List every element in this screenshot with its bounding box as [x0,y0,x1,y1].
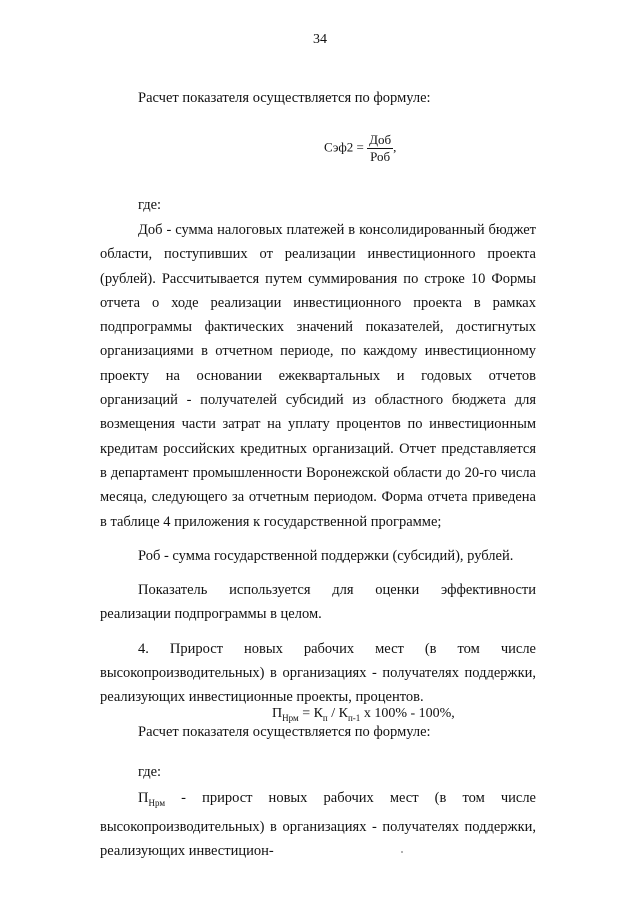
formula-intro-1: Расчет показателя осуществляется по формуле: [138,90,431,106]
formula-1-fraction [367,132,393,165]
formula-1-numerator: Доб [369,132,392,147]
formula-2-k2-sub: п-1 [347,712,361,723]
pnrm-symbol: П [138,790,149,806]
formula-1 [324,132,396,165]
paragraph-dob-definition: Доб - сумма налоговых платежей в консолидированный бюджет области, поступивших от реализации инвестиционного проекта (рублей). Рассчитывается путем суммирования по строке 10 Формы отчета о ходе реализации инвестиционного проекта в рамках подпрограммы фактических значений показателей, достигнутых организациями в отчетном периоде, по каждому инвестиционному проекту на основании ежеквартальных и годовых отчетов организаций - получателей субсидий из областного бюджета для возмещения части затрат на уплату процентов по инвестиционным кредитам российских кредитных организаций. Отчет представляется в департамент промышленности Воронежской области до 20-го числа месяца, следующего за отчетным периодом. Форма отчета приведена в таблице 4 приложения к государственной программе; [100,222,536,530]
paragraph-item-4: 4. Прирост новых рабочих мест (в том числе высокопроизводительных) в организациях - получателях поддержки, реализующих инвестиционные проекты, процентов. [100,640,536,706]
formula-2-p-sub: Нрм [282,712,299,723]
final-paragraph-block [100,786,536,864]
where-label-1: где: [138,197,162,213]
paragraph-formula-intro-2: Расчет показателя осуществляется по формуле: [138,723,431,740]
page-number: 34 [313,32,327,47]
paragraph-rob-definition: Роб - сумма государственной поддержки (субсидий), рублей. [138,547,514,564]
body-text [100,218,536,744]
formula-1-denominator: Роб [370,149,391,164]
formula-2-p: П [272,706,283,721]
formula-1-lhs: Сэф2 = [324,139,368,155]
pnrm-symbol-sub: Нрм [148,797,166,808]
formula-2-mid: / К [327,706,348,721]
formula-2-tail: х 100% - 100%, [360,706,455,721]
formula-1-tail: , [393,139,397,155]
where-label-2: где: [138,764,162,780]
formula-2-k1-sub: п [322,712,328,723]
formula-2-eq: = К [298,706,323,721]
scan-speck [401,851,403,853]
paragraph-pnrm-definition [100,786,536,864]
paragraph-indicator-usage: Показатель используется для оценки эффективности реализации подпрограммы в целом. [100,582,536,623]
formula-2 [272,706,455,723]
pnrm-definition-text: - прирост новых рабочих мест (в том числе высокопроизводительных) в организациях - получателях поддержки, реализующих инвестицион- [100,790,536,860]
